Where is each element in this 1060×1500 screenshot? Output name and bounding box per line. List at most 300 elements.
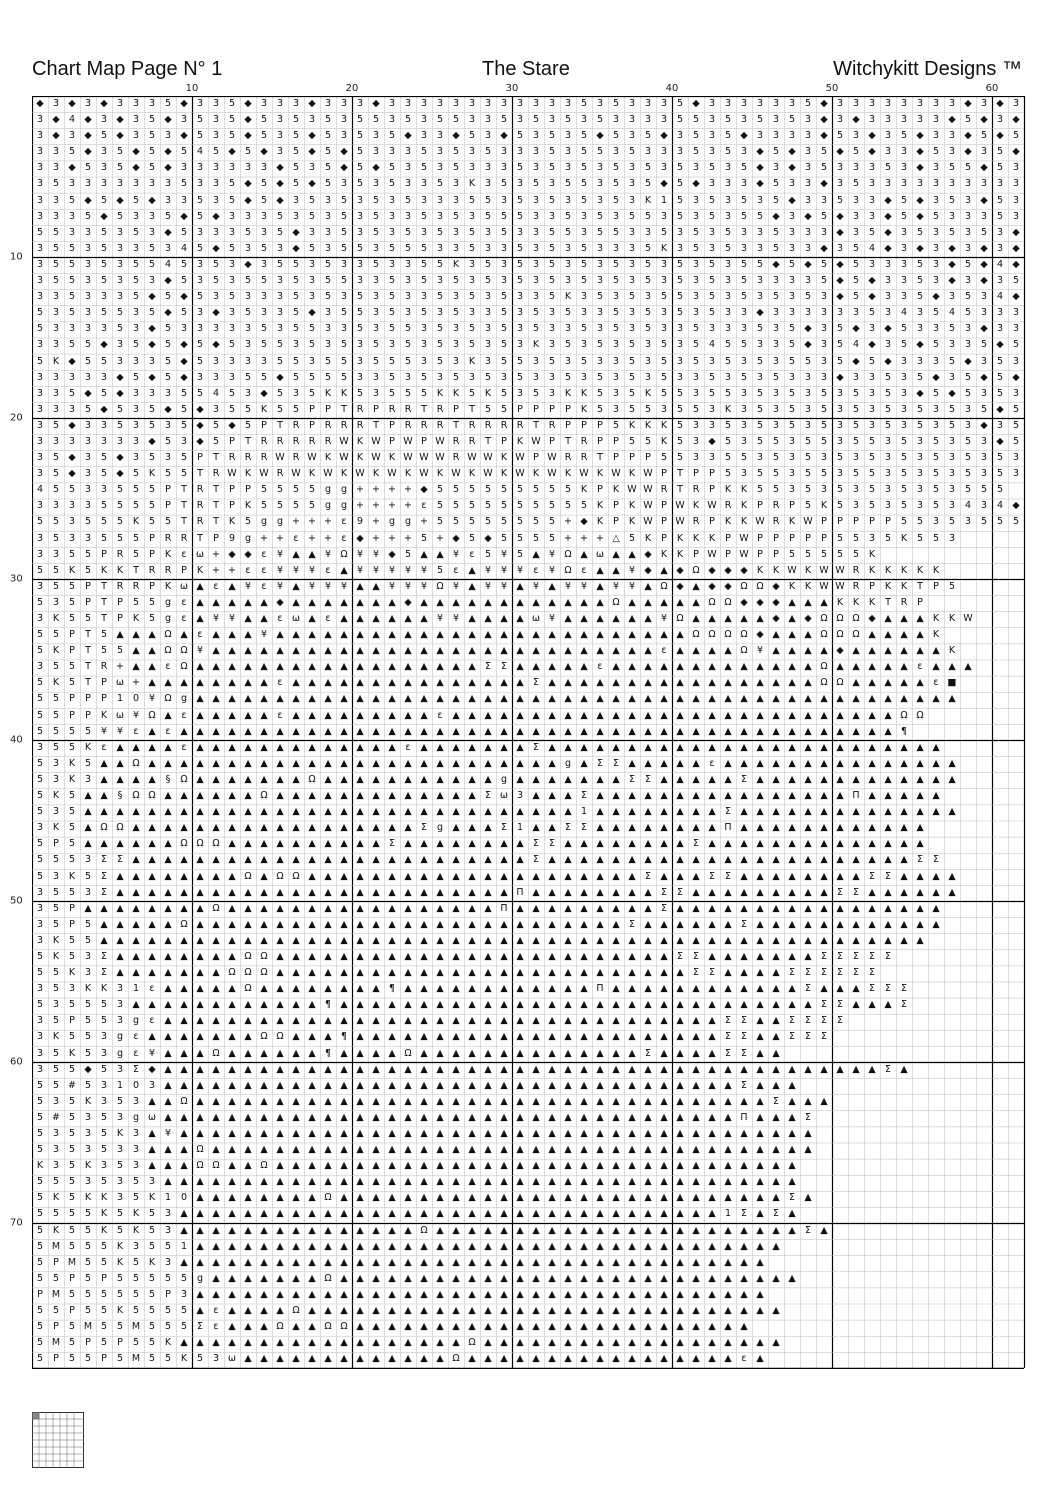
grid-cell: 3 [452,242,460,254]
grid-cell: 3 [980,500,988,512]
grid-cell: ▲ [756,1079,764,1091]
grid-cell: 5 [100,1111,108,1123]
grid-cell: ▲ [788,1208,796,1220]
grid-cell: ▲ [580,1128,588,1139]
grid-cell: 3 [84,532,92,544]
grid-cell: ▲ [164,983,172,995]
grid-cell: 3 [68,983,76,995]
grid-cell: 3 [772,419,780,431]
grid-cell: 3 [772,130,780,142]
grid-cell: 5 [36,693,44,705]
grid-cell: ▲ [548,677,556,689]
grid-cell: ▲ [388,1337,396,1349]
grid-cell: K [932,613,940,624]
grid-cell: 5 [596,210,604,222]
grid-cell: 5 [852,275,860,287]
grid-cell: ▲ [468,1353,476,1365]
grid-cell: ▲ [788,886,796,898]
grid-cell: K [260,403,268,415]
grid-cell: 5 [500,291,508,303]
grid-cell: ▲ [228,870,236,882]
grid-cell: ε [181,709,187,721]
grid-cell: 5 [340,226,348,238]
grid-cell: ▲ [804,773,812,785]
grid-cell: ▲ [260,1047,268,1059]
grid-cell: ▲ [532,1128,540,1139]
grid-cell: 5 [516,162,524,174]
grid-cell: 3 [484,307,492,319]
grid-cell: ▲ [164,757,172,769]
grid-cell: 3 [932,323,940,335]
grid-cell: ▲ [868,661,876,673]
grid-cell: ▲ [452,1321,460,1333]
grid-cell: 3 [836,242,844,254]
grid-cell: ▲ [468,854,476,866]
grid-cell: 3 [788,452,796,464]
grid-cell: 5 [1012,275,1020,287]
grid-cell: Ω [100,822,108,834]
grid-cell: ▲ [420,934,428,946]
grid-cell: ▲ [884,790,892,802]
grid-cell: 3 [84,178,92,190]
grid-cell: ▲ [932,645,940,657]
grid-cell: ▲ [612,1353,620,1365]
grid-cell: ▲ [420,1208,428,1220]
grid-cell: T [101,596,107,608]
grid-cell: ▲ [244,596,252,608]
grid-cell: 5 [180,452,188,464]
grid-cell: 5 [356,323,364,335]
grid-cell: ▲ [404,1305,412,1317]
grid-cell: ¥ [324,548,332,560]
grid-cell: ▲ [676,1015,684,1027]
grid-cell: 5 [916,532,924,544]
grid-cell: 5 [708,307,716,319]
grid-cell: ▲ [228,1337,236,1349]
grid-cell: ▲ [692,1176,700,1188]
grid-cell: 3 [116,1192,124,1204]
grid-cell: P [885,516,891,528]
grid-cell: ▲ [340,806,348,818]
grid-cell: 3 [68,516,76,528]
grid-cell: 3 [388,146,396,158]
grid-cell: 5 [180,1272,188,1284]
grid-cell: R [324,435,332,447]
grid-cell: ▲ [420,1111,428,1123]
grid-cell: ◆ [276,178,284,190]
grid-cell: ▲ [484,645,492,657]
grid-cell: ¥ [292,564,300,576]
grid-cell: ◆ [116,194,124,206]
grid-cell: ▲ [420,1128,428,1139]
grid-cell: P [629,452,635,464]
grid-cell: ▲ [276,790,284,802]
grid-cell: ▲ [436,1192,444,1204]
grid-cell: K [868,548,876,560]
grid-cell: ▲ [868,757,876,769]
grid-cell: ▲ [548,693,556,705]
grid-cell: 5 [644,178,652,190]
grid-cell: ▲ [388,967,396,979]
grid-cell: ▲ [420,1015,428,1027]
grid-cell: Ω [180,773,188,785]
grid-cell: 3 [900,387,908,399]
grid-cell: ▲ [580,870,588,882]
grid-cell: P [229,484,235,496]
grid-cell: ▲ [324,773,332,785]
grid-cell: 3 [740,355,748,367]
grid-cell: 5 [1012,419,1020,431]
grid-cell: + [388,500,396,512]
grid-cell: ▲ [772,902,780,914]
grid-cell: 5 [964,468,972,480]
grid-cell: ▲ [532,934,540,946]
grid-cell: 5 [372,114,380,126]
grid-cell: T [197,468,203,480]
grid-cell: 5 [500,226,508,238]
grid-cell: ε [277,613,283,624]
grid-cell: ¥ [100,725,108,737]
grid-cell: 5 [996,146,1004,158]
grid-cell: ▲ [660,741,668,753]
grid-cell: ▲ [468,677,476,689]
grid-cell: W [835,580,845,592]
grid-cell: ▲ [612,886,620,898]
grid-cell: ▲ [340,1128,348,1139]
grid-cell: ▲ [196,1079,204,1091]
grid-cell: 5 [500,403,508,415]
grid-cell: 3 [116,999,124,1011]
grid-cell: 3 [276,98,284,109]
grid-cell: ▲ [756,1240,764,1252]
grid-cell: ▲ [884,934,892,946]
grid-cell: ▲ [292,629,300,641]
grid-cell: ▲ [500,1288,508,1300]
grid-cell: 3 [676,130,684,142]
grid-cell: ▲ [148,677,156,689]
grid-cell: ▲ [404,1192,412,1204]
grid-cell: ▲ [292,773,300,785]
grid-cell: 5 [148,452,156,464]
grid-cell: P [53,838,59,850]
grid-cell: 3 [980,98,988,109]
grid-cell: 3 [788,226,796,238]
grid-cell: ▲ [564,983,572,995]
grid-cell: W [547,452,557,464]
grid-cell: ▲ [260,1079,268,1091]
grid-cell: ▲ [708,838,716,850]
grid-cell: ▲ [596,613,604,624]
grid-cell: ◆ [756,307,764,319]
grid-cell: 3 [404,275,412,287]
grid-cell: ◆ [852,355,860,367]
grid-cell: 5 [676,387,684,399]
grid-cell: W [707,548,717,560]
grid-cell: ◆ [916,146,924,158]
grid-cell: ▲ [212,886,220,898]
grid-cell: ▲ [516,934,524,946]
grid-cell: 3 [836,403,844,415]
grid-cell: W [531,435,541,447]
grid-cell: ▲ [484,596,492,608]
grid-cell: ▲ [708,709,716,721]
grid-cell: ▲ [692,741,700,753]
grid-cell: 3 [212,98,220,109]
grid-cell: ▲ [660,1337,668,1349]
grid-cell: 5 [292,323,300,335]
grid-cell: ▲ [804,1128,812,1139]
grid-cell: ▲ [180,1079,188,1091]
grid-cell: ▲ [932,902,940,914]
grid-cell: 4 [948,307,956,319]
grid-cell: ▲ [772,629,780,641]
grid-cell: ▲ [452,1144,460,1156]
grid-cell: ▲ [580,661,588,673]
grid-cell: P [37,1288,43,1300]
grid-cell: ¥ [404,580,412,592]
grid-cell: ▲ [772,1305,780,1317]
grid-cell: ▲ [676,645,684,657]
grid-cell: ▲ [532,886,540,898]
grid-cell: ◆ [180,355,188,367]
grid-cell: 3 [340,130,348,142]
grid-cell: ◆ [212,307,220,319]
grid-cell: ▲ [468,1111,476,1123]
grid-cell: 5 [964,387,972,399]
grid-cell: 3 [596,162,604,174]
grid-cell: ▲ [452,854,460,866]
grid-cell: ▲ [580,629,588,641]
grid-cell: ▲ [244,902,252,914]
grid-cell: ◆ [84,146,92,158]
grid-cell: + [372,484,380,496]
grid-cell: + [308,516,316,528]
grid-cell: 5 [404,355,412,367]
grid-cell: ▲ [676,1095,684,1107]
grid-cell: 3 [868,371,876,383]
grid-cell: ▲ [548,1047,556,1059]
grid-cell: ▲ [420,629,428,641]
grid-cell: ◆ [1012,146,1020,158]
grid-cell: Σ [644,1047,651,1059]
grid-cell: Σ [532,854,539,866]
grid-cell: W [307,452,317,464]
grid-cell: ω [180,580,188,592]
grid-cell: + [228,564,236,576]
grid-cell: 5 [404,339,412,351]
grid-cell: 3 [148,1176,156,1188]
grid-cell: ▲ [356,838,364,850]
grid-cell: ▲ [308,709,316,721]
grid-cell: 5 [900,484,908,496]
grid-cell: ▲ [724,1321,732,1333]
grid-cell: 5 [900,130,908,142]
grid-cell: ▲ [612,999,620,1011]
grid-cell: 3 [548,114,556,126]
grid-cell: 5 [100,645,108,657]
grid-cell: 5 [228,387,236,399]
grid-cell: g [132,1111,140,1123]
grid-cell: ▲ [484,1208,492,1220]
grid-cell: P [709,468,715,480]
grid-cell: 3 [340,258,348,270]
grid-cell: ▲ [388,1272,396,1284]
grid-cell: 5 [676,194,684,206]
grid-cell: ▲ [804,741,812,753]
grid-cell: ▲ [580,1063,588,1075]
grid-cell: ◆ [1012,500,1020,512]
grid-cell: ▲ [468,902,476,914]
grid-cell: 3 [420,98,428,109]
grid-cell: ▲ [756,693,764,705]
grid-cell: K [116,1256,124,1268]
grid-cell: ▲ [516,725,524,737]
grid-cell: Σ [916,854,923,866]
grid-cell: ◆ [948,114,956,126]
grid-cell: ▲ [884,709,892,721]
grid-cell: P [709,516,715,528]
grid-cell: 3 [500,242,508,254]
grid-cell: 3 [116,1144,124,1156]
grid-cell: 3 [500,194,508,206]
grid-cell: ▲ [916,822,924,834]
grid-cell: 3 [484,291,492,303]
grid-cell: 5 [548,500,556,512]
grid-cell: 3 [740,323,748,335]
grid-cell: ▲ [484,677,492,689]
grid-cell: ▲ [468,1224,476,1236]
grid-cell: 3 [692,307,700,319]
grid-cell: 5 [292,178,300,190]
grid-cell: 5 [452,516,460,528]
grid-cell: ▲ [420,1272,428,1284]
grid-cell: ▲ [388,790,396,802]
grid-cell: ▲ [436,1353,444,1365]
grid-cell: ▲ [500,1321,508,1333]
grid-cell: 5 [292,355,300,367]
grid-cell: ▲ [308,1160,316,1172]
grid-cell: 5 [356,130,364,142]
grid-cell: ▲ [564,1240,572,1252]
grid-cell: ▲ [900,645,908,657]
grid-cell: ▲ [420,1192,428,1204]
grid-cell: ◆ [1012,291,1020,303]
grid-cell: ▲ [468,773,476,785]
grid-cell: 5 [36,564,44,576]
grid-cell: Σ [644,870,651,882]
grid-cell: ▲ [596,773,604,785]
grid-cell: ▲ [564,967,572,979]
grid-cell: 3 [36,613,44,624]
grid-cell: 5 [932,468,940,480]
grid-cell: 5 [388,307,396,319]
grid-cell: K [564,387,572,399]
grid-cell: ▲ [116,741,124,753]
grid-cell: ▲ [692,854,700,866]
grid-cell: P [517,403,523,415]
grid-cell: ε [133,1047,139,1059]
grid-cell: ▲ [436,1288,444,1300]
grid-cell: 5 [964,162,972,174]
grid-cell: ▲ [548,950,556,962]
grid-cell: 5 [100,226,108,238]
grid-cell: ▲ [308,870,316,882]
grid-cell: 5 [212,258,220,270]
grid-cell: ▲ [612,1240,620,1252]
grid-cell: ▲ [228,934,236,946]
grid-cell: ▲ [164,1111,172,1123]
grid-cell: ▲ [564,1063,572,1075]
grid-cell: P [69,1272,75,1284]
grid-cell: ▲ [644,1305,652,1317]
grid-cell: 5 [244,419,252,431]
grid-cell: 5 [756,435,764,447]
grid-cell: ▲ [372,999,380,1011]
grid-cell: ▲ [724,741,732,753]
grid-cell: 3 [484,178,492,190]
grid-cell: ◆ [916,387,924,399]
grid-cell: Σ [820,999,827,1011]
grid-cell: ▲ [740,950,748,962]
grid-cell: ▲ [484,1095,492,1107]
grid-cell: ▲ [820,757,828,769]
grid-cell: R [164,564,172,576]
grid-cell: 3 [628,194,636,206]
grid-cell: △ [612,532,620,544]
grid-cell: ▲ [356,693,364,705]
grid-cell: ▲ [196,1224,204,1236]
grid-cell: 5 [244,516,252,528]
grid-cell: ▲ [260,1144,268,1156]
grid-cell: 3 [36,130,44,142]
grid-cell: 5 [372,339,380,351]
grid-cell: ▲ [788,613,796,624]
grid-cell: ▲ [436,870,444,882]
grid-cell: P [757,548,763,560]
grid-cell: 3 [948,452,956,464]
grid-cell: ▲ [404,1015,412,1027]
grid-cell: 5 [340,242,348,254]
grid-cell: 5 [420,532,428,544]
grid-cell: ▲ [484,1256,492,1268]
grid-cell: 3 [1012,468,1020,480]
grid-cell: ▲ [772,967,780,979]
grid-cell: ▲ [324,1128,332,1139]
grid-cell: Σ [932,854,939,866]
grid-cell: 3 [292,387,300,399]
grid-cell: ▲ [228,1288,236,1300]
grid-cell: 5 [100,1288,108,1300]
grid-cell: ▲ [132,854,140,866]
grid-cell: 5 [932,484,940,496]
grid-cell: 3 [36,387,44,399]
grid-cell: 5 [692,403,700,415]
grid-cell: ▲ [852,709,860,721]
grid-cell: 5 [52,258,60,270]
grid-cell: ε [181,613,187,624]
grid-cell: 5 [116,1160,124,1172]
grid-cell: 5 [324,162,332,174]
grid-cell: 3 [484,242,492,254]
grid-cell: ▲ [276,806,284,818]
grid-cell: ◆ [852,323,860,335]
grid-cell: Ω [148,790,156,802]
grid-cell: ▲ [756,790,764,802]
grid-cell: § [165,773,171,785]
grid-cell: ▲ [884,645,892,657]
grid-cell: ▲ [388,1047,396,1059]
grid-cell: ▲ [356,1337,364,1349]
